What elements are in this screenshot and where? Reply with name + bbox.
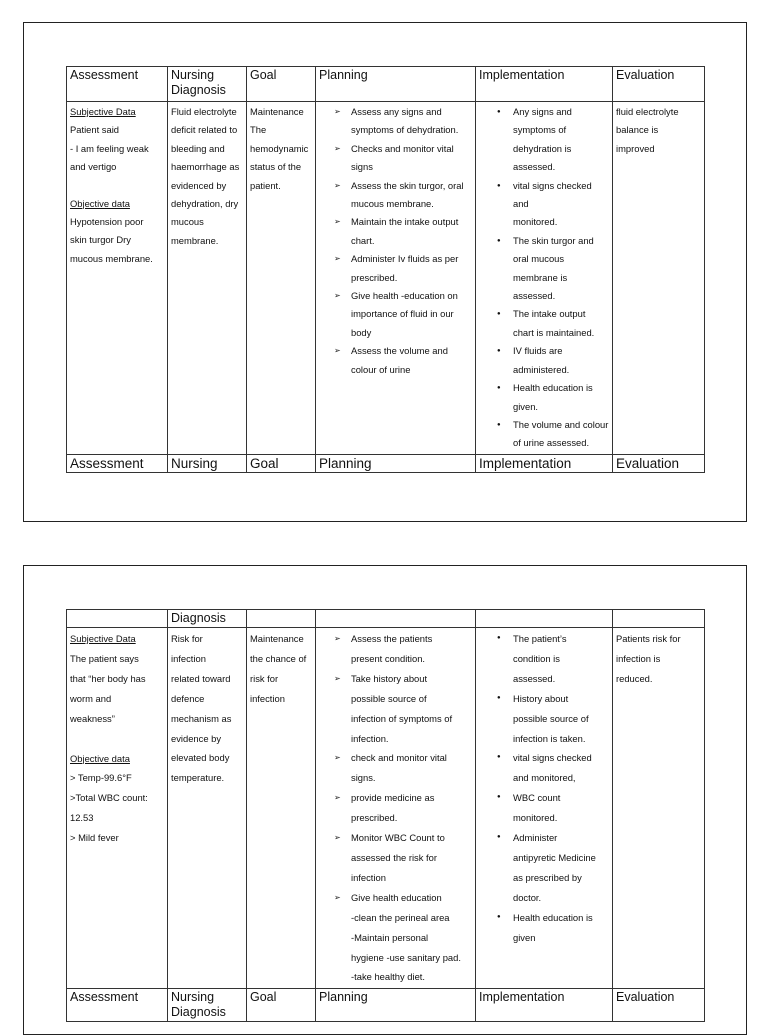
list-item-line: ➢ provide medicine as (351, 792, 435, 804)
list-item-line: given (513, 931, 536, 943)
cell-line: Risk for (171, 633, 203, 644)
cell-line: infection (171, 652, 206, 664)
list-item-line: symptoms of dehydration. (351, 124, 459, 136)
cell-line: the chance of (250, 652, 307, 664)
subjective-line: and vertigo (70, 161, 117, 173)
assessment-cell (67, 628, 168, 989)
planning-list (319, 629, 472, 987)
list-item-line: ➢ Assess the volume and (351, 345, 448, 357)
list-item-line: chart. (351, 234, 375, 246)
list-item-line: importance of fluid in our (351, 308, 454, 320)
list-item (319, 177, 472, 214)
list-item-line: possible source of (513, 712, 589, 724)
header-assessment: Assessment (67, 67, 168, 102)
list-item-line: of urine assessed. (513, 437, 590, 449)
planning-list (319, 103, 472, 379)
list-item-line: ➢ Give health education (351, 891, 442, 903)
cell-line: elevated body (171, 752, 230, 764)
list-item (479, 342, 609, 379)
implementation-list (479, 103, 609, 453)
list-item-line: ➢ Maintain the intake output (351, 216, 459, 228)
cell-line: temperature. (171, 772, 225, 784)
list-item-line: monitored. (513, 812, 558, 824)
cell-line: Maintenance (250, 106, 304, 117)
list-item-line: monitored. (513, 216, 558, 228)
list-item-line: ● IV fluids are (513, 345, 563, 357)
list-item-line: ➢ Assess any signs and (351, 106, 442, 117)
list-item (479, 629, 609, 689)
assessment-cell (67, 102, 168, 455)
list-item-line: ● The patient’s (513, 633, 567, 644)
cell-line: reduced. (616, 672, 653, 684)
subjective-line: worm and (70, 692, 112, 704)
list-item (319, 342, 472, 379)
page-2 (23, 565, 747, 1035)
objective-line: Hypotension poor (70, 216, 144, 228)
header-nursing-diagnosis-label: Nursing (171, 68, 215, 82)
subjective-line: weakness” (70, 712, 115, 724)
list-item (479, 379, 609, 416)
list-item-line: prescribed. (351, 271, 398, 283)
care-plan-table-2 (66, 609, 705, 1022)
list-item (319, 788, 472, 828)
content-row (67, 102, 705, 455)
continued-header-row (67, 610, 705, 628)
list-item-line: ● Health education is (513, 911, 593, 923)
continued-blank (67, 610, 168, 628)
planning-cell (316, 628, 476, 989)
objective-data-title: Objective data (70, 197, 130, 209)
subjective-line: Patient said (70, 124, 119, 136)
list-item-line: ● vital signs checked (513, 752, 592, 764)
list-item (319, 140, 472, 177)
cell-line: deficit related to (171, 124, 238, 136)
list-item (479, 828, 609, 908)
header-implementation: Implementation (476, 67, 613, 102)
list-item (479, 748, 609, 788)
list-item-line: condition is (513, 652, 560, 664)
list-item-line: ● WBC count (513, 792, 561, 804)
footer-implementation: Implementation (476, 454, 613, 472)
goal-cell (247, 628, 316, 989)
list-item-line: ➢ Assess the skin turgor, oral (351, 179, 464, 191)
list-item-line: administered. (513, 363, 570, 375)
list-item (319, 748, 472, 788)
header-evaluation: Evaluation (613, 67, 705, 102)
content-row (67, 628, 705, 989)
list-item-line: ● Any signs and (513, 106, 572, 117)
objective-line: skin turgor Dry (70, 234, 131, 246)
list-item-line: oral mucous (513, 253, 565, 265)
list-item (319, 250, 472, 287)
continued-blank (247, 610, 316, 628)
list-item (479, 416, 609, 453)
footer-nursing: Nursing (168, 454, 247, 472)
list-item-line: ➢ Monitor WBC Count to (351, 832, 445, 844)
cell-line: hemodynamic (250, 142, 309, 154)
list-item-line: dehydration is (513, 142, 572, 154)
subjective-data-title: Subjective Data (70, 106, 136, 117)
cell-line: evidence by (171, 732, 222, 744)
subjective-line: that “her body has (70, 672, 146, 684)
list-item (319, 669, 472, 749)
list-item (479, 177, 609, 232)
objective-line: >Total WBC count: (70, 792, 148, 804)
subjective-line: The patient says (70, 652, 139, 664)
list-item-line: membrane is assessed. (513, 271, 568, 302)
cell-line: evidenced by (171, 179, 227, 191)
footer-header-row (67, 989, 705, 1022)
cell-line: defence (171, 692, 205, 704)
list-item-line: ➢ Assess the patients (351, 633, 433, 644)
list-item-line: assessed the risk for (351, 851, 437, 863)
list-item (479, 788, 609, 828)
list-item (319, 103, 472, 140)
list-item-line: possible source of (351, 692, 427, 704)
list-item-line: infection (351, 871, 386, 883)
list-item-line: ● Health education is (513, 382, 593, 394)
cell-line: fluid electrolyte (616, 106, 679, 117)
evaluation-cell (613, 102, 705, 455)
list-item-line: ➢ Administer Iv fluids as per (351, 253, 459, 265)
footer-diagnosis-label: Diagnosis (171, 1005, 226, 1020)
cell-line: bleeding and (171, 142, 225, 154)
list-item-line: ● History about (513, 692, 569, 704)
footer-goal: Goal (247, 989, 316, 1022)
list-item-line: antipyretic Medicine (513, 851, 596, 863)
footer-evaluation: Evaluation (613, 989, 705, 1022)
objective-data-title: Objective data (70, 752, 130, 764)
list-item-line: colour of urine (351, 363, 411, 375)
care-plan-table-1 (66, 66, 705, 473)
list-item-line: symptoms of (513, 124, 567, 136)
cell-line: mucous (171, 216, 204, 228)
cell-line: related toward (171, 672, 231, 684)
continued-blank (476, 610, 613, 628)
list-item (319, 888, 472, 988)
objective-line: mucous membrane. (70, 252, 153, 264)
footer-assessment: Assessment (67, 989, 168, 1022)
list-item (319, 287, 472, 342)
header-nursing-diagnosis (168, 67, 247, 102)
list-item-line: as prescribed by (513, 871, 582, 883)
list-item (479, 689, 609, 749)
diagnosis-cell (168, 628, 247, 989)
list-item-line: -take healthy diet. (351, 971, 426, 983)
list-item-line: prescribed. (351, 812, 398, 824)
cell-line: infection is (616, 652, 661, 664)
list-item (319, 629, 472, 669)
cell-line: balance is (616, 124, 659, 136)
continued-diagnosis-label: Diagnosis (168, 610, 247, 628)
list-item (479, 305, 609, 342)
list-item-line: infection is taken. (513, 732, 586, 744)
list-item-line: doctor. (513, 891, 542, 903)
list-item-line: -clean the perineal area (351, 911, 450, 923)
list-item-line: chart is maintained. (513, 326, 595, 338)
footer-planning: Planning (316, 989, 476, 1022)
list-item (479, 103, 609, 177)
objective-line: > Temp-99.6°F (70, 772, 132, 784)
list-item-line: ➢ Take history about (351, 672, 428, 684)
cell-line: patient. (250, 179, 281, 191)
list-item-line: given. (513, 400, 539, 412)
list-item (319, 828, 472, 888)
header-goal: Goal (247, 67, 316, 102)
objective-line: > Mild fever (70, 832, 119, 844)
subjective-line: - I am feeling weak (70, 142, 149, 154)
list-item-line: assessed. (513, 161, 556, 173)
implementation-cell (476, 628, 613, 989)
cell-line: membrane. (171, 234, 219, 246)
header-planning: Planning (316, 67, 476, 102)
header-row (67, 67, 705, 102)
list-item-line: -Maintain personal (351, 931, 429, 943)
list-item-line: mucous membrane. (351, 198, 434, 210)
goal-cell (247, 102, 316, 455)
objective-line: 12.53 (70, 812, 94, 824)
list-item-line: and monitored, (513, 772, 576, 784)
list-item-line: ➢ check and monitor vital (351, 752, 447, 764)
footer-nursing-label: Nursing (171, 990, 215, 1005)
list-item (479, 908, 609, 948)
cell-line: Fluid electrolyte (171, 106, 237, 117)
implementation-list (479, 629, 609, 948)
list-item-line: ● vital signs checked and (513, 179, 592, 210)
footer-header-row (67, 454, 705, 472)
footer-goal: Goal (247, 454, 316, 472)
cell-line: dehydration, dry (171, 198, 239, 210)
cell-line: status of the (250, 161, 302, 173)
footer-planning: Planning (316, 454, 476, 472)
list-item-line: ➢ Give health -education on (351, 290, 458, 302)
evaluation-cell (613, 628, 705, 989)
list-item (319, 213, 472, 250)
footer-nursing-diagnosis (168, 989, 247, 1022)
cell-line: haemorrhage as (171, 161, 240, 173)
planning-cell (316, 102, 476, 455)
list-item-line: hygiene -use sanitary pad. (351, 951, 461, 963)
cell-line: mechanism as (171, 712, 232, 724)
list-item-line: present condition. (351, 652, 426, 664)
list-item-line: ➢ Checks and monitor vital (351, 142, 454, 154)
list-item-line: signs (351, 161, 373, 173)
cell-line: Maintenance (250, 633, 304, 644)
list-item-line: signs. (351, 772, 376, 784)
header-nursing-diagnosis-label-2: Diagnosis (171, 83, 226, 97)
continued-blank (316, 610, 476, 628)
footer-implementation: Implementation (476, 989, 613, 1022)
cell-line: infection (250, 692, 285, 704)
cell-line: risk for (250, 672, 279, 684)
continued-blank (613, 610, 705, 628)
list-item-line: infection. (351, 732, 389, 744)
list-item-line: body (351, 326, 372, 338)
list-item-line: ● The volume and colour (513, 418, 609, 430)
list-item-line: ● The skin turgor and (513, 234, 594, 246)
diagnosis-cell (168, 102, 247, 455)
footer-assessment: Assessment (67, 454, 168, 472)
list-item-line: ● The intake output (513, 308, 586, 320)
implementation-cell (476, 102, 613, 455)
list-item-line: assessed. (513, 672, 556, 684)
cell-line: The (250, 124, 267, 136)
cell-line: Patients risk for (616, 633, 681, 644)
subjective-data-title: Subjective Data (70, 633, 136, 644)
list-item-line: ● Administer (513, 832, 558, 844)
page-1 (23, 22, 747, 522)
cell-line: improved (616, 142, 655, 154)
list-item (479, 232, 609, 306)
footer-evaluation: Evaluation (613, 454, 705, 472)
list-item-line: infection of symptoms of (351, 712, 453, 724)
